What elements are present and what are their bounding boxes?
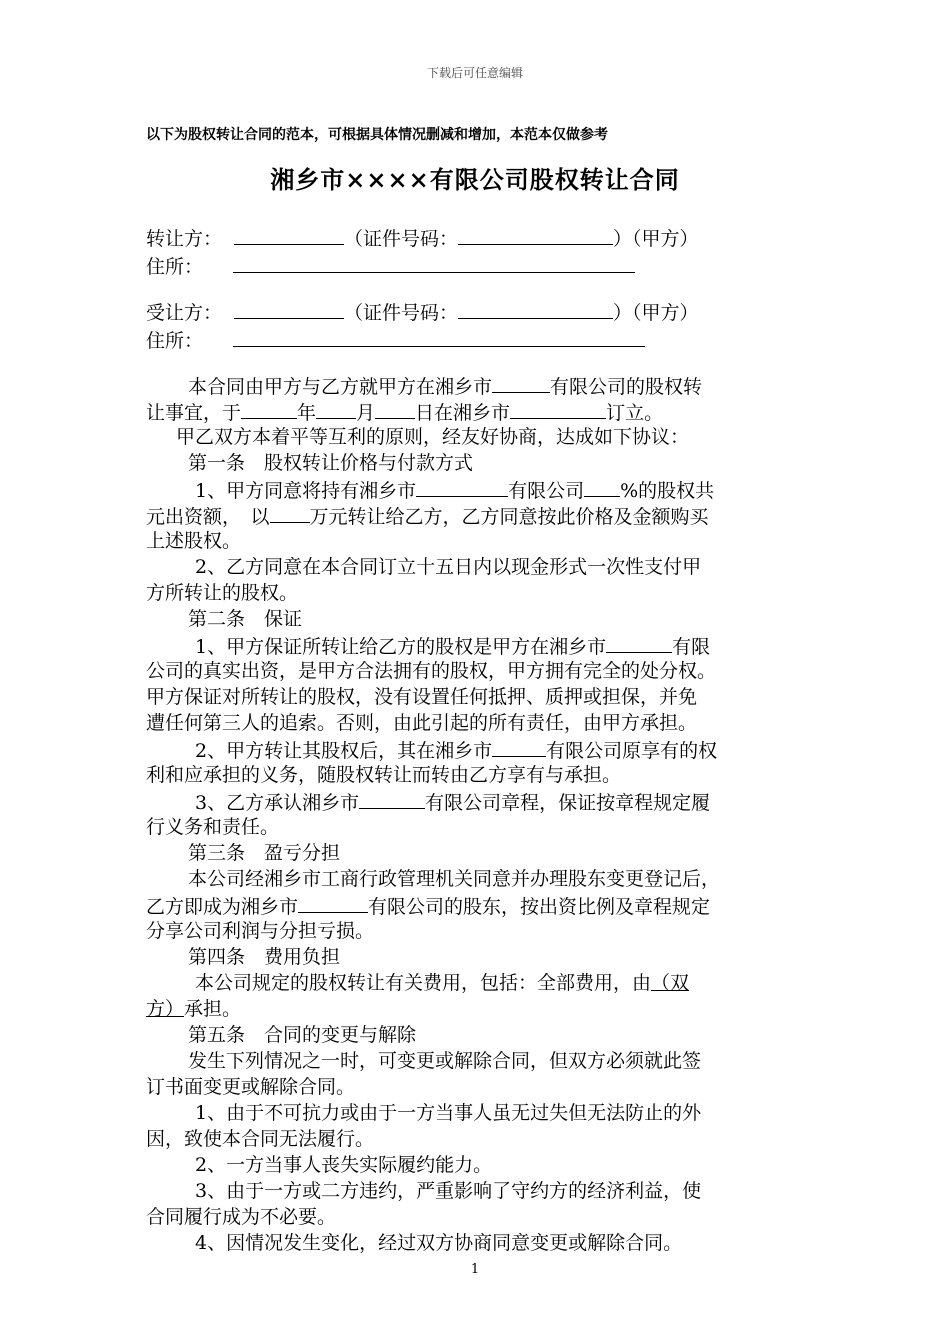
article-1-clause-2-line-2: 方所转让的股权。 xyxy=(146,582,299,604)
text: 订立。 xyxy=(606,402,664,424)
article-1-clause-1-line-1 xyxy=(195,476,714,504)
year-blank xyxy=(241,398,297,419)
article-2-clause-2-line-1 xyxy=(195,736,717,764)
article-5-clause-2: 2、一方当事人丧失实际履约能力。 xyxy=(195,1154,493,1176)
transferee-address-blank xyxy=(233,326,645,347)
document-title: 湘乡市××××有限公司股权转让合同 xyxy=(270,165,680,194)
text: 有限 xyxy=(672,636,711,658)
template-note: 以下为股权转让合同的范本，可根据具体情况删减和增加，本范本仅做参考 xyxy=(146,127,608,143)
text: 1、甲方保证所转让给乙方的股权是甲方在湘乡市 xyxy=(195,636,607,658)
page-header: 下载后可任意编辑 xyxy=(426,66,523,80)
text: 日在湘乡市 xyxy=(415,402,511,424)
article-3-line-2 xyxy=(146,892,710,920)
text: 有限公司原享有的权 xyxy=(546,740,718,762)
article-5-clause-1-line-2: 因，致使本合同无法履行。 xyxy=(146,1128,375,1150)
company-blank xyxy=(359,788,425,809)
article-1-clause-1-line-3: 上述股权。 xyxy=(146,530,242,552)
text: 乙方即成为湘乡市 xyxy=(146,896,299,918)
article-4-heading: 第四条 费用负担 xyxy=(188,946,341,968)
text: 年 xyxy=(297,402,317,424)
article-1-clause-2-line-1: 2、乙方同意在本合同订立十五日内以现金形式一次性支付甲 xyxy=(195,556,702,578)
amount-blank xyxy=(270,502,310,523)
article-2-clause-3-line-2: 行义务和责任。 xyxy=(146,816,280,838)
text: 月 xyxy=(356,402,376,424)
article-2-heading: 第二条 保证 xyxy=(188,608,303,630)
article-2-clause-3-line-1 xyxy=(195,788,710,816)
underlined-text: （双 xyxy=(651,972,690,994)
transferor-address-blank xyxy=(233,252,635,273)
article-5-clause-4: 4、因情况发生变化，经过双方协商同意变更或解除合同。 xyxy=(195,1232,683,1254)
article-3-line-3: 分享公司利润与分担亏损。 xyxy=(146,920,375,942)
text: 让事宜，于 xyxy=(146,402,242,424)
transferor-address-label: 住所： xyxy=(146,256,204,278)
company-blank xyxy=(492,736,546,757)
transferor-address-row xyxy=(146,252,635,279)
article-4-line-1 xyxy=(195,970,689,996)
company-blank xyxy=(492,372,550,393)
text: 有限公司章程，保证按章程规定履 xyxy=(425,792,711,814)
company-blank xyxy=(606,632,672,653)
text: 元出资额， 以 xyxy=(146,506,270,528)
article-5-line-1: 发生下列情况之一时，可变更或解除合同，但双方必须就此签 xyxy=(188,1050,702,1072)
transferor-party-tag: ）（甲方） xyxy=(613,228,699,250)
transferee-id-blank xyxy=(458,298,613,319)
transferor-row xyxy=(146,224,699,251)
article-2-clause-1-line-4: 遭任何第三人的追索。否则，由此引起的所有责任，由甲方承担。 xyxy=(146,712,698,734)
text: 3、乙方承认湘乡市 xyxy=(195,792,360,814)
article-3-line-1: 本公司经湘乡市工商行政管理机关同意并办理股东变更登记后， xyxy=(188,868,721,890)
text: 本公司规定的股权转让有关费用，包括：全部费用，由 xyxy=(195,972,652,994)
article-5-clause-3-line-2: 合同履行成为不必要。 xyxy=(146,1206,337,1228)
company-blank xyxy=(298,892,368,913)
article-1-clause-1-line-2 xyxy=(146,502,709,530)
page-number: 1 xyxy=(470,1262,480,1277)
article-5-clause-3-line-1: 3、由于一方或二方违约，严重影响了守约方的经济利益，使 xyxy=(195,1180,702,1202)
article-1-heading: 第一条 股权转让价格与付款方式 xyxy=(188,452,474,474)
intro-line-3: 甲乙双方本着平等互利的原则，经友好协商，达成如下协议： xyxy=(176,426,690,448)
transferee-party-tag: ）（甲方） xyxy=(613,302,699,324)
transferee-row xyxy=(146,298,699,325)
transferor-id-label: （证件号码： xyxy=(344,228,459,250)
article-5-heading: 第五条 合同的变更与解除 xyxy=(188,1024,417,1046)
intro-line-2 xyxy=(146,398,663,426)
transferee-id-label: （证件号码： xyxy=(344,302,459,324)
intro-line-1 xyxy=(188,372,702,400)
place-blank xyxy=(510,398,606,419)
article-4-line-2 xyxy=(146,996,241,1022)
underlined-text: 方） xyxy=(146,998,185,1020)
article-2-clause-2-line-2: 利和应承担的义务，随股权转让而转由乙方享有与承担。 xyxy=(146,764,622,786)
article-3-heading: 第三条 盈亏分担 xyxy=(188,842,341,864)
transferee-address-label: 住所： xyxy=(146,330,204,352)
percent-blank xyxy=(584,476,620,497)
text: 万元转让给乙方，乙方同意按此价格及金额购买 xyxy=(309,506,709,528)
text: 有限公司的股权转 xyxy=(550,376,703,398)
company-blank xyxy=(416,476,508,497)
text: 1、甲方同意将持有湘乡市 xyxy=(195,480,417,502)
article-5-line-2: 订书面变更或解除合同。 xyxy=(146,1076,356,1098)
text: 本合同由甲方与乙方就甲方在湘乡市 xyxy=(188,376,493,398)
text: 承担。 xyxy=(184,998,242,1020)
transferee-label: 受让方： xyxy=(146,302,223,324)
article-2-clause-1-line-3: 甲方保证对所转让的股权，没有设置任何抵押、质押或担保，并免 xyxy=(146,686,698,708)
text: %的股权共 xyxy=(620,480,715,502)
month-blank xyxy=(316,398,356,419)
text: 2、甲方转让其股权后，其在湘乡市 xyxy=(195,740,493,762)
transferee-address-row xyxy=(146,326,645,353)
transferor-name-blank xyxy=(234,224,344,245)
text: 有限公司的股东，按出资比例及章程规定 xyxy=(368,896,711,918)
article-2-clause-1-line-2: 公司的真实出资，是甲方合法拥有的股权，甲方拥有完全的处分权。 xyxy=(146,660,717,682)
transferor-id-blank xyxy=(458,224,613,245)
article-5-clause-1-line-1: 1、由于不可抗力或由于一方当事人虽无过失但无法防止的外 xyxy=(195,1102,702,1124)
text: 有限公司 xyxy=(508,480,585,502)
transferor-label: 转让方： xyxy=(146,228,223,250)
transferee-name-blank xyxy=(234,298,344,319)
day-blank xyxy=(375,398,415,419)
article-2-clause-1-line-1 xyxy=(195,632,710,660)
